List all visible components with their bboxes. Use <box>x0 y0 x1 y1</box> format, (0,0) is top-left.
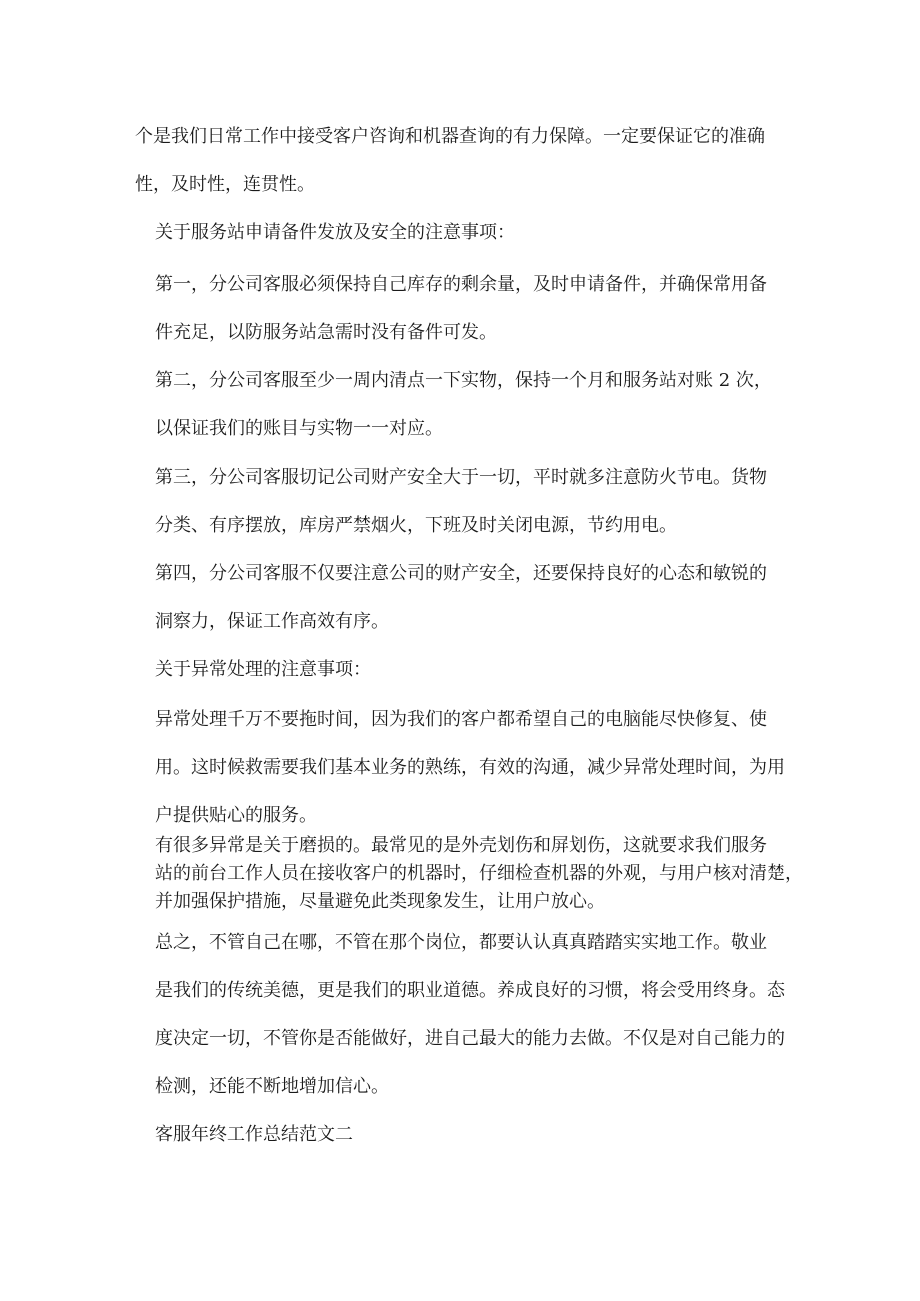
paragraph-line: 用。这时候救需要我们基本业务的熟练，有效的沟通，减少异常处理时间，为用 <box>155 757 785 778</box>
paragraph-line: 并加强保护措施，尽量避免此类现象发生，让用户放心。 <box>155 891 605 912</box>
paragraph-line: 洞察力，保证工作高效有序。 <box>155 611 389 632</box>
paragraph-line: 度决定一切，不管你是否能做好，进自己最大的能力去做。不仅是对自己能力的 <box>155 1028 785 1049</box>
paragraph-line: 户提供贴心的服务。 <box>155 805 317 826</box>
paragraph-line: 是我们的传统美德，更是我们的职业道德。养成良好的习惯，将会受用终身。态 <box>155 980 785 1001</box>
heading-text: 关于服务站申请备件发放及安全的注意事项： <box>155 222 515 243</box>
paragraph-line: 分类、有序摆放，库房严禁烟火，下班及时关闭电源，节约用电。 <box>155 515 677 536</box>
paragraph-exception-handling <box>135 696 795 840</box>
paragraph-line: 第四，分公司客服不仅要注意公司的财产安全，还要保持良好的心态和敏锐的 <box>155 563 767 584</box>
paragraph-fourth-point <box>135 550 795 646</box>
paragraph-line: 以保证我们的账目与实物一一对应。 <box>155 418 443 439</box>
paragraph-line: 站的前台工作人员在接收客户的机器时，仔细检查机器的外观，与用户核对清楚， <box>155 863 803 884</box>
section-title-sample-two <box>135 1111 795 1159</box>
paragraph-line: 检测，还能不断地增加信心。 <box>155 1076 389 1097</box>
paragraph-second-point <box>135 357 795 453</box>
paragraph-line: 性，及时性，连贯性。 <box>135 174 315 195</box>
heading-text: 客服年终工作总结范文二 <box>155 1124 353 1145</box>
paragraph-line: 有很多异常是关于磨损的。最常见的是外壳划伤和屏划伤，这就要求我们服务 <box>155 835 767 856</box>
section-heading-spare-parts <box>135 209 795 257</box>
paragraph-line: 个是我们日常工作中接受客户咨询和机器查询的有力保障。一定要保证它的准确 <box>135 126 765 147</box>
paragraph-line: 异常处理千万不要拖时间，因为我们的客户都希望自己的电脑能尽快修复、使 <box>155 709 767 730</box>
paragraph-line: 第三，分公司客服切记公司财产安全大于一切，平时就多注意防火节电。货物 <box>155 467 767 488</box>
paragraph-line: 第一，分公司客服必须保持自己库存的剩余量，及时申请备件，并确保常用备 <box>155 274 767 295</box>
paragraph-third-point <box>135 454 795 550</box>
section-heading-exception <box>135 646 795 694</box>
paragraph-wear-damage <box>135 832 803 916</box>
paragraph-first-point <box>135 261 795 357</box>
paragraph-conclusion <box>135 919 795 1111</box>
paragraph-line: 总之，不管自己在哪，不管在那个岗位，都要认认真真踏踏实实地工作。敬业 <box>155 932 767 953</box>
paragraph-1 <box>135 113 795 209</box>
heading-text: 关于异常处理的注意事项： <box>155 659 371 680</box>
paragraph-line: 件充足，以防服务站急需时没有备件可发。 <box>155 322 497 343</box>
paragraph-line: 第二，分公司客服至少一周内清点一下实物，保持一个月和服务站对账 2 次， <box>155 370 772 391</box>
